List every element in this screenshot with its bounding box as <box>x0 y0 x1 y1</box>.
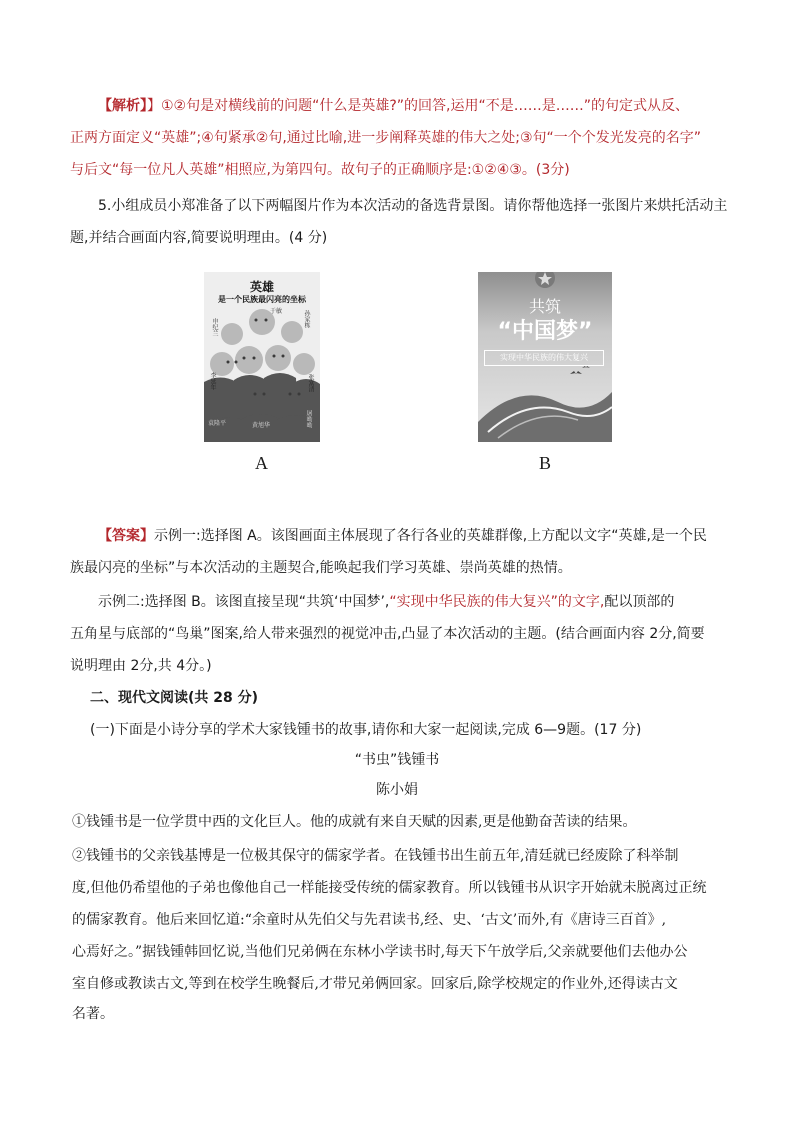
article-paragraph-2-line-6: 名著。 <box>72 1006 114 1022</box>
answer-text-3a: 示例二:选择图 B。该图直接呈现“共筑‘中国梦’, <box>98 594 390 610</box>
image-a-name-3: 孙家栋 <box>303 310 310 328</box>
image-b-top-text: 共筑 <box>528 297 561 316</box>
article-title: “书虫”钱锺书 <box>354 752 440 768</box>
image-b-caption: B <box>539 453 552 473</box>
analysis-line-3: 与后文“每一位凡人英雄”相照应,为第四句。故句子的正确顺序是:①②④③。(3分) <box>70 162 570 178</box>
article-paragraph-2-line-1: ②钱锺书的父亲钱基博是一位极其保守的儒家学者。在钱锺书出生前五年,清廷就已经废除了科举制 <box>72 848 679 864</box>
analysis-line-2: 正两方面定义“英雄”;④句紧承②句,通过比喻,进一步阐释英雄的伟大之处;③句“一个个发光发亮的名字” <box>70 130 701 146</box>
answer-line-2: 族最闪亮的坐标”与本次活动的主题契合,能唤起我们学习英雄、崇尚英雄的热情。 <box>70 560 572 576</box>
analysis-line-1 <box>98 96 689 116</box>
answer-text-3b: “实现中华民族的伟大复兴”的文字, <box>389 594 605 610</box>
image-a-caption: A <box>255 453 268 473</box>
article-paragraph-2-line-3: 的儒家教育。他后来回忆道:“余童时从先伯父与先君读书,经、史、‘古文’而外,有《唐诗三百首》, <box>72 912 667 928</box>
answer-line-5: 说明理由 2分,共 4分。) <box>70 658 212 674</box>
image-a-heroes-poster <box>204 272 320 442</box>
article-paragraph-2-line-2: 度,但他仍希望他的子弟也像他自己一样能接受传统的儒家教育。所以钱锺书从识字开始就未脱离过正统 <box>72 880 707 896</box>
image-b-banner: 实现中华民族的伟大复兴 <box>484 350 604 366</box>
article-paragraph-2-line-4: 心焉好之。”据钱锺韩回忆说,当他们兄弟俩在东林小学读书时,每天下午放学后,父亲就要他们去他办公 <box>72 944 688 960</box>
question-5-line-2: 题,并结合画面内容,简要说明理由。(4 分) <box>70 230 328 246</box>
section-2-heading: 二、现代文阅读(共 28 分) <box>90 690 259 706</box>
image-a-name-1: 申纪兰 <box>211 318 218 336</box>
article-paragraph-1: ①钱锺书是一位学贯中西的文化巨人。他的成就有来自天赋的因素,更是他勤奋苦读的结果。 <box>72 814 637 830</box>
answer-line-4: 五角星与底部的“鸟巢”图案,给人带来强烈的视觉冲击,凸显了本次活动的主题。(结合画面内容 2分,简要 <box>70 626 705 642</box>
article-paragraph-2-line-5: 室自修或教读古文,等到在校学生晚餐后,才带兄弟俩回家。回家后,除学校规定的作业外,还得读古文 <box>72 976 678 992</box>
answer-line-3 <box>98 592 674 612</box>
image-b-main-text: “中国梦” <box>497 319 593 344</box>
image-a-name-4: 李延年 <box>209 372 216 390</box>
answer-text-1: 示例一:选择图 A。该图画面主体展现了各行各业的英雄群像,上方配以文字“英雄,是一个民 <box>154 528 707 544</box>
analysis-text-1: 】①②句是对横线前的问题“什么是英雄?”的回答,运用“不是……是……”的句定式从反、 <box>147 98 689 114</box>
section-2-intro: (一)下面是小诗分享的学术大家钱锺书的故事,请你和大家一起阅读,完成 6—9题。(17 分) <box>90 722 642 738</box>
answer-label: 【答案】 <box>98 528 154 544</box>
image-b-chinese-dream-poster <box>478 272 612 442</box>
image-a-title: 英雄 <box>249 280 274 294</box>
answer-line-1 <box>98 526 707 546</box>
analysis-label: 【解析】 <box>98 98 147 114</box>
article-author: 陈小娟 <box>376 782 418 798</box>
image-a-name-2: 于敏 <box>270 308 283 315</box>
image-a-subtitle: 是一个民族最闪亮的坐标 <box>218 295 306 304</box>
image-a-name-8: 屠呦呦 <box>305 410 312 428</box>
image-a-name-6: 袁隆平 <box>208 420 227 427</box>
answer-text-3c: 配以顶部的 <box>604 594 675 610</box>
question-5-line-1: 5.小组成员小郑准备了以下两幅图片作为本次活动的备选背景图。请你帮他选择一张图片来烘托活动主 <box>98 198 728 214</box>
image-a-name-5: 张富清 <box>307 374 314 392</box>
image-a-name-7: 黄旭华 <box>252 422 271 429</box>
